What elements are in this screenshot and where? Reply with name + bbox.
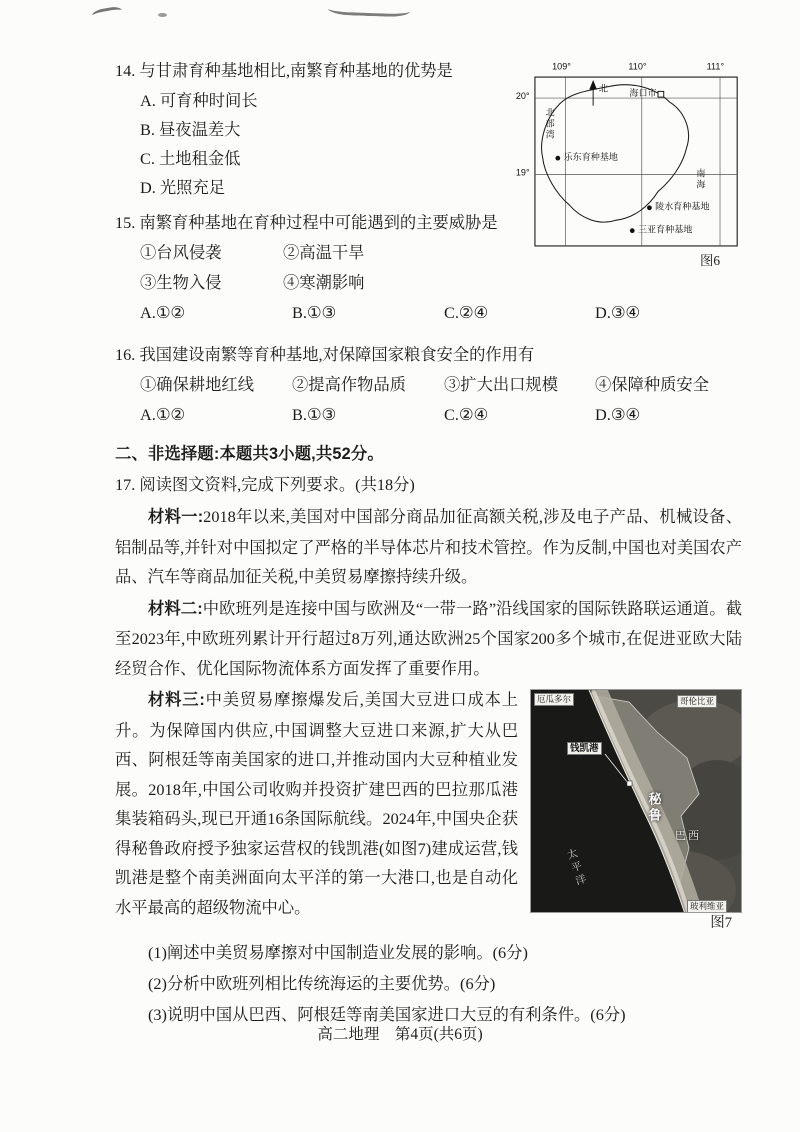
longitude-label: 110° xyxy=(628,61,647,73)
south-china-sea-label: 南海 xyxy=(694,168,705,191)
hainan-map xyxy=(513,58,742,272)
question-17-stem: 17. 阅读图文资料,完成下列要求。(共18分) xyxy=(115,475,415,494)
material-2 xyxy=(115,594,742,684)
material-1-label: 材料一: xyxy=(148,508,204,526)
figure-6-hainan-map xyxy=(513,58,742,274)
item-4: ④寒潮影响 xyxy=(283,273,365,292)
lingshui-base-marker xyxy=(647,205,652,210)
peru-label: 秘鲁 xyxy=(646,792,662,824)
figure-7-caption: 图7 xyxy=(710,915,732,931)
brazil-label: 巴西 xyxy=(675,830,701,842)
latitude-label: 20° xyxy=(515,91,530,102)
question-17 xyxy=(115,470,742,1030)
chancay-port-label: 钱凯港 xyxy=(567,742,602,755)
figure-7-peru-map xyxy=(530,689,742,933)
question-16-answers xyxy=(140,400,742,430)
question-14-15-block xyxy=(115,56,742,328)
peru-map-graphic xyxy=(531,690,742,913)
bolivia-label: 玻利维亚 xyxy=(687,900,727,913)
question-15-stem: 15. 南繁育种基地在育种过程中可能遇到的主要威胁是 xyxy=(115,213,498,232)
section-2-header: 二、非选择题:本题共3小题,共52分。 xyxy=(115,445,384,463)
question-14-stem: 14. 与甘肃育种基地相比,南繁育种基地的优势是 xyxy=(115,61,453,80)
sanya-base-marker xyxy=(630,228,635,233)
pacific-ocean-label: 太平洋 xyxy=(564,846,589,890)
chancay-port-marker xyxy=(627,781,632,786)
item-1: ①确保耕地红线 xyxy=(140,375,254,394)
question-17-subquestions xyxy=(115,935,742,1030)
answer-d: D.③④ xyxy=(595,303,641,322)
answer-a: A.①② xyxy=(140,303,186,322)
material-3-label: 材料三: xyxy=(148,691,205,709)
subquestion-2: (2)分析中欧班列相比传统海运的主要优势。(6分) xyxy=(148,974,496,993)
option-d: D. 光照充足 xyxy=(140,178,226,197)
material-1 xyxy=(115,502,742,592)
item-2: ②高温干旱 xyxy=(283,243,365,262)
question-16-items xyxy=(140,370,742,400)
question-15-answers xyxy=(140,298,742,328)
sanya-base-label: 三亚育种基地 xyxy=(637,224,693,236)
item-1: ①台风侵袭 xyxy=(140,243,222,262)
question-15-items xyxy=(140,238,480,298)
longitude-label: 109° xyxy=(552,61,571,73)
material-2-text: 中欧班列是连接中国与欧洲及“一带一路”沿线国家的国际铁路联运通道。截至2023年,中欧班列累计开行超过8万列,通达欧洲25个国家200多个城市,在促进亚欧大陆经贸合作、优化国际物流体系方面发挥了重要作用。 xyxy=(115,598,742,678)
latitude-label: 19° xyxy=(515,167,530,179)
item-4: ④保障种质安全 xyxy=(595,375,709,394)
longitude-label: 111° xyxy=(706,61,725,73)
material-3 xyxy=(115,685,742,931)
answer-b: B.①③ xyxy=(292,405,337,424)
haikou-city-label: 海口市 xyxy=(629,88,657,100)
question-16-stem: 16. 我国建设南繁等育种基地,对保障国家粮食安全的作用有 xyxy=(115,345,535,364)
item-3: ③扩大出口规模 xyxy=(444,375,558,394)
material-2-label: 材料二: xyxy=(148,599,203,618)
material-1-text: 2018年以来,美国对中国部分商品加征高额关税,涉及电子产品、机械设备、铝制品等,并针对中国拟定了严格的半导体芯片和技术管控。作为反制,中国也对美国农产品、汽车等商品加征关税,中美贸易摩擦持续升级。 xyxy=(115,507,742,586)
scan-artifact xyxy=(158,13,167,17)
answer-d: D.③④ xyxy=(595,405,641,424)
lingshui-base-label: 陵水育种基地 xyxy=(655,202,710,213)
option-b: B. 昼夜温差大 xyxy=(140,120,241,139)
figure-6-caption: 图6 xyxy=(699,254,721,269)
haikou-city-marker xyxy=(658,91,664,97)
north-arrow-icon xyxy=(589,80,597,90)
hainan-map-graphic xyxy=(513,58,742,272)
subquestion-3: (3)说明中国从巴西、阿根廷等南美国家进口大豆的有利条件。(6分) xyxy=(148,1005,626,1024)
material-3-text: 中美贸易摩擦爆发后,美国大豆进口成本上升。为保障国内供应,中国调整大豆进口来源,扩大从巴西、阿根廷等南美国家的进口,并推动国内大豆种植业发展。2018年,中国公司收购并投资扩建巴西的巴拉那瓜港集装箱码头,现已开通16条国际航线。2024年,中国央企获得秘鲁政府授予独家运营权的钱凯港(如图7)建成运营,钱凯港是整个南美洲面向太平洋的第一大港口,也是自动化水平最高的超级物流中心。 xyxy=(115,690,518,917)
ledong-base-label: 乐东育种基地 xyxy=(563,152,618,163)
item-3: ③生物入侵 xyxy=(140,273,222,292)
option-c: C. 土地租金低 xyxy=(140,149,241,168)
ecuador-label: 厄瓜多尔 xyxy=(534,693,574,706)
answer-a: A.①② xyxy=(140,405,186,424)
compass-north-label: 北 xyxy=(598,83,608,95)
answer-c: C.②④ xyxy=(444,405,489,424)
answer-c: C.②④ xyxy=(444,303,489,322)
question-16 xyxy=(115,340,742,430)
ledong-base-marker xyxy=(555,156,560,161)
item-2: ②提高作物品质 xyxy=(292,375,406,394)
answer-b: B.①③ xyxy=(292,303,337,322)
option-a: A. 可育种时间长 xyxy=(140,91,258,110)
beibu-gulf-label: 北部湾 xyxy=(543,107,555,141)
colombia-label: 哥伦比亚 xyxy=(677,695,717,708)
subquestion-1: (1)阐述中美贸易摩擦对中国制造业发展的影响。(6分) xyxy=(148,943,528,962)
page-footer: 高二地理 第4页(共6页) xyxy=(317,1026,483,1043)
peru-satellite-image xyxy=(530,689,742,913)
